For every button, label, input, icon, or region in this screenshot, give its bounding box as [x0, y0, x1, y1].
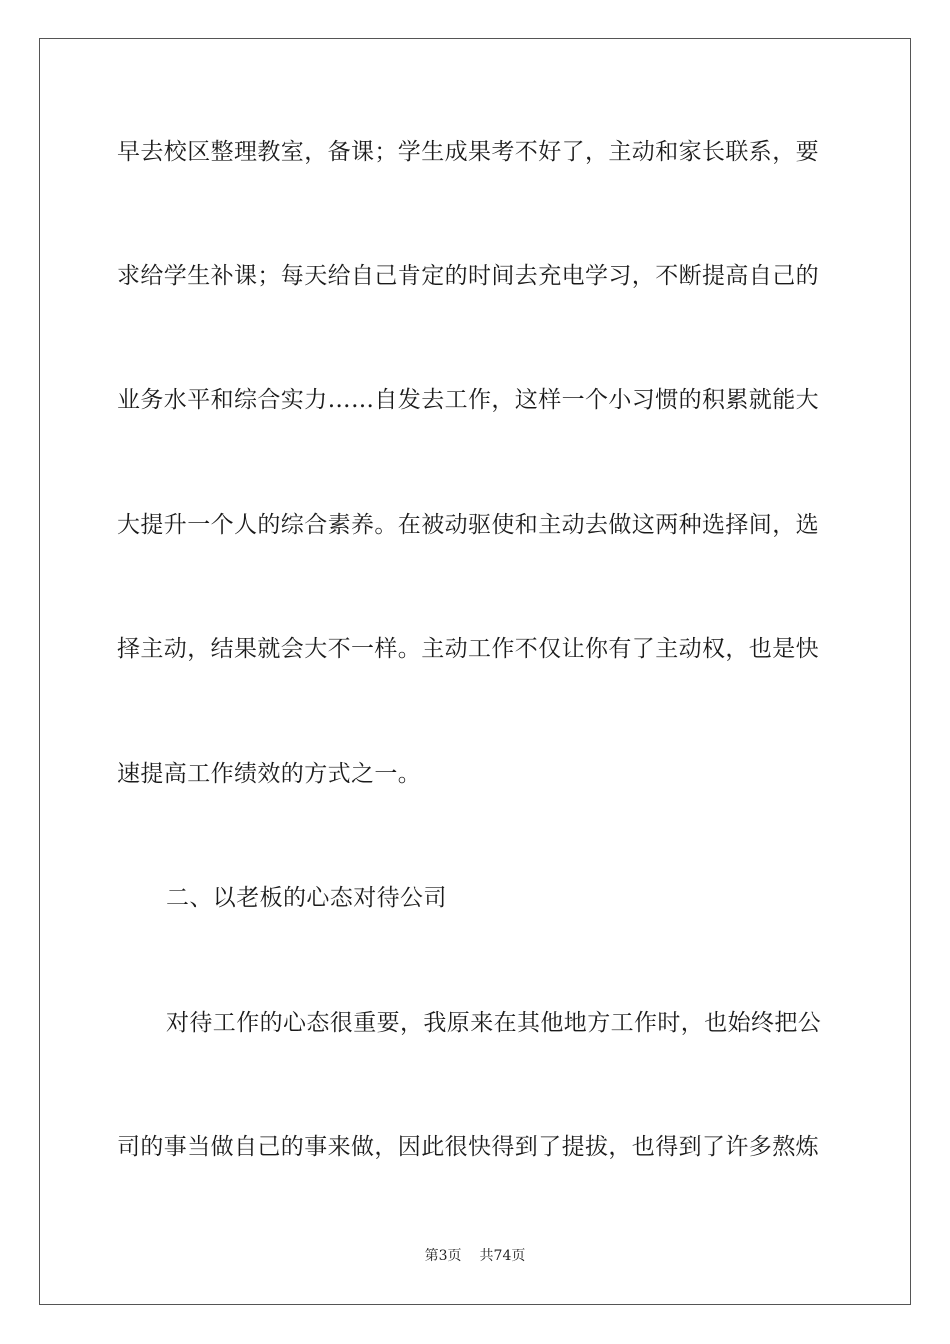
total-pages: 共74页 — [479, 1248, 526, 1264]
paragraph-first-line: 对待工作的心态很重要，我原来在其他地方工作时，也始终把公 — [166, 1010, 822, 1036]
paragraph-second-line: 司的事当做自己的事来做，因此很快得到了提拔，也得到了许多熬炼 — [117, 1134, 819, 1160]
page-border — [39, 38, 911, 1305]
body-line-2: 求给学生补课；每天给自己肯定的时间去充电学习，不断提高自己的 — [117, 263, 819, 289]
page-number: 第3页 — [424, 1248, 462, 1264]
section-heading: 二、以老板的心态对待公司 — [166, 885, 447, 911]
body-line-3: 业务水平和综合实力……自发去工作，这样一个小习惯的积累就能大 — [117, 387, 819, 413]
body-line-5: 择主动，结果就会大不一样。主动工作不仅让你有了主动权，也是快 — [117, 636, 819, 662]
body-line-6: 速提高工作绩效的方式之一。 — [117, 761, 422, 787]
body-line-4: 大提升一个人的综合素养。在被动驱使和主动去做这两种选择间，选 — [117, 512, 819, 538]
page-footer — [0, 1247, 950, 1265]
body-line-1: 早去校区整理教室，备课；学生成果考不好了，主动和家长联系，要 — [117, 139, 819, 165]
